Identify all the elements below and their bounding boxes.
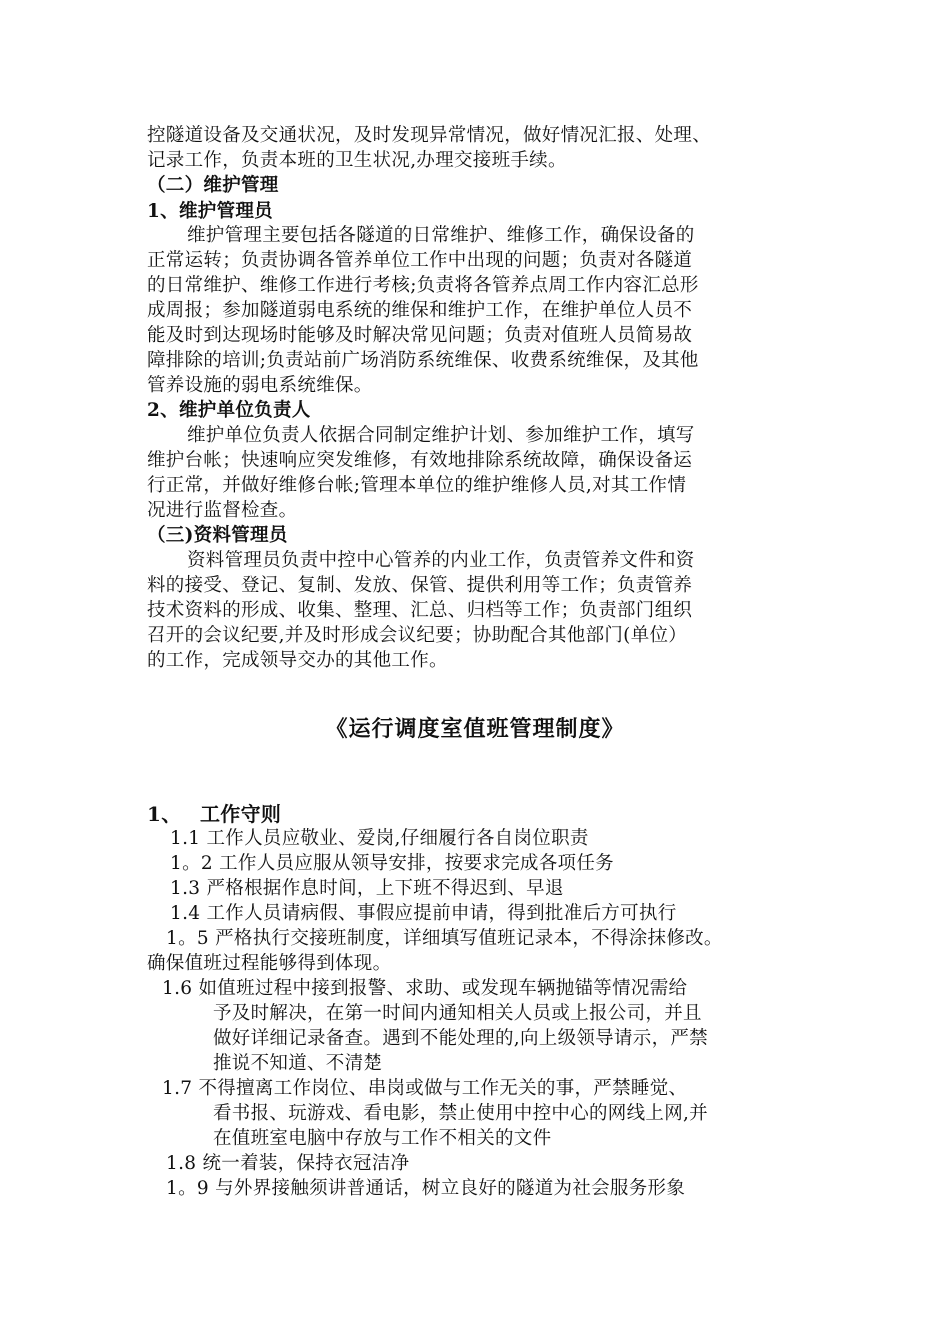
document-title: 《运行调度室值班管理制度》 [325,716,625,742]
paragraph-line: 控隧道设备及交通状况，及时发现异常情况，做好情况汇报、处理、 [147,125,712,146]
rule-item: 1。2 工作人员应服从领导安排，按要求完成各项任务 [170,853,614,874]
paragraph-line: 管养设施的弱电系统维保。 [147,375,373,396]
rule-item-continuation: 做好详细记录备查。遇到不能处理的,向上级领导请示，严禁 [213,1028,708,1049]
rule-item-continuation: 看书报、玩游戏、看电影，禁止使用中控中心的网线上网,并 [213,1103,708,1124]
rules-heading-number: 1、 [147,802,182,826]
paragraph-line: 维护管理主要包括各隧道的日常维护、维修工作，确保设备的 [187,225,695,246]
paragraph-line: 行正常，并做好维修台帐;管理本单位的维护维修人员,对其工作情 [147,475,687,496]
rule-item: 1。5 严格执行交接班制度，详细填写值班记录本，不得涂抹修改。 [166,928,723,949]
rule-item: 1.1 工作人员应敬业、爱岗,仔细履行各自岗位职责 [170,828,589,849]
subsection-heading: 2、维护单位负责人 [147,400,311,421]
paragraph-line: 召开的会议纪要,并及时形成会议纪要；协助配合其他部门(单位） [147,625,688,646]
section-heading: （二）维护管理 [147,175,279,196]
rule-item-continuation: 确保值班过程能够得到体现。 [147,953,392,974]
paragraph-line: 况进行监督检查。 [147,500,298,521]
rule-item: 1.4 工作人员请病假、事假应提前申请，得到批准后方可执行 [170,903,677,924]
paragraph-line: 资料管理员负责中控中心管养的内业工作，负责管养文件和资 [187,550,695,571]
paragraph-line: 料的接受、登记、复制、发放、保管、提供利用等工作；负责管养 [147,575,693,596]
paragraph-line: 维护单位负责人依据合同制定维护计划、参加维护工作，填写 [187,425,695,446]
paragraph-line: 维护台帐；快速响应突发维修，有效地排除系统故障，确保设备运 [147,450,693,471]
paragraph-line: 的日常维护、维修工作进行考核;负责将各管养点周工作内容汇总形 [147,275,699,296]
paragraph-line: 技术资料的形成、收集、整理、汇总、归档等工作；负责部门组织 [147,600,693,621]
paragraph-line: 能及时到达现场时能够及时解决常见问题；负责对值班人员简易故 [147,325,693,346]
subsection-heading: 1、维护管理员 [147,201,273,222]
paragraph-line: 的工作，完成领导交办的其他工作。 [147,650,448,671]
section-heading: （三)资料管理员 [147,525,288,546]
paragraph-line: 正常运转；负责协调各管养单位工作中出现的问题；负责对各隧道 [147,250,693,271]
rule-item: 1.3 严格根据作息时间，上下班不得迟到、早退 [170,878,564,899]
rule-item: 1.6 如值班过程中接到报警、求助、或发现车辆抛锚等情况需给 [162,978,688,999]
paragraph-line: 障排除的培训;负责站前广场消防系统维保、收费系统维保，及其他 [147,350,699,371]
rule-item-continuation: 予及时解决，在第一时间内通知相关人员或上报公司，并且 [213,1003,702,1024]
rule-item-continuation: 在值班室电脑中存放与工作不相关的文件 [213,1128,552,1149]
rule-item: 1.7 不得擅离工作岗位、串岗或做与工作无关的事，严禁睡觉、 [162,1078,688,1099]
rules-heading: 工作守则 [200,802,282,826]
rule-item: 1。9 与外界接触须讲普通话，树立良好的隧道为社会服务形象 [166,1178,686,1199]
rule-item-continuation: 推说不知道、不清楚 [213,1053,383,1074]
rule-item: 1.8 统一着装，保持衣冠洁净 [166,1153,410,1174]
paragraph-line: 成周报；参加隧道弱电系统的维保和维护工作，在维护单位人员不 [147,300,693,321]
paragraph-line: 记录工作，负责本班的卫生状况,办理交接班手续。 [147,150,567,171]
